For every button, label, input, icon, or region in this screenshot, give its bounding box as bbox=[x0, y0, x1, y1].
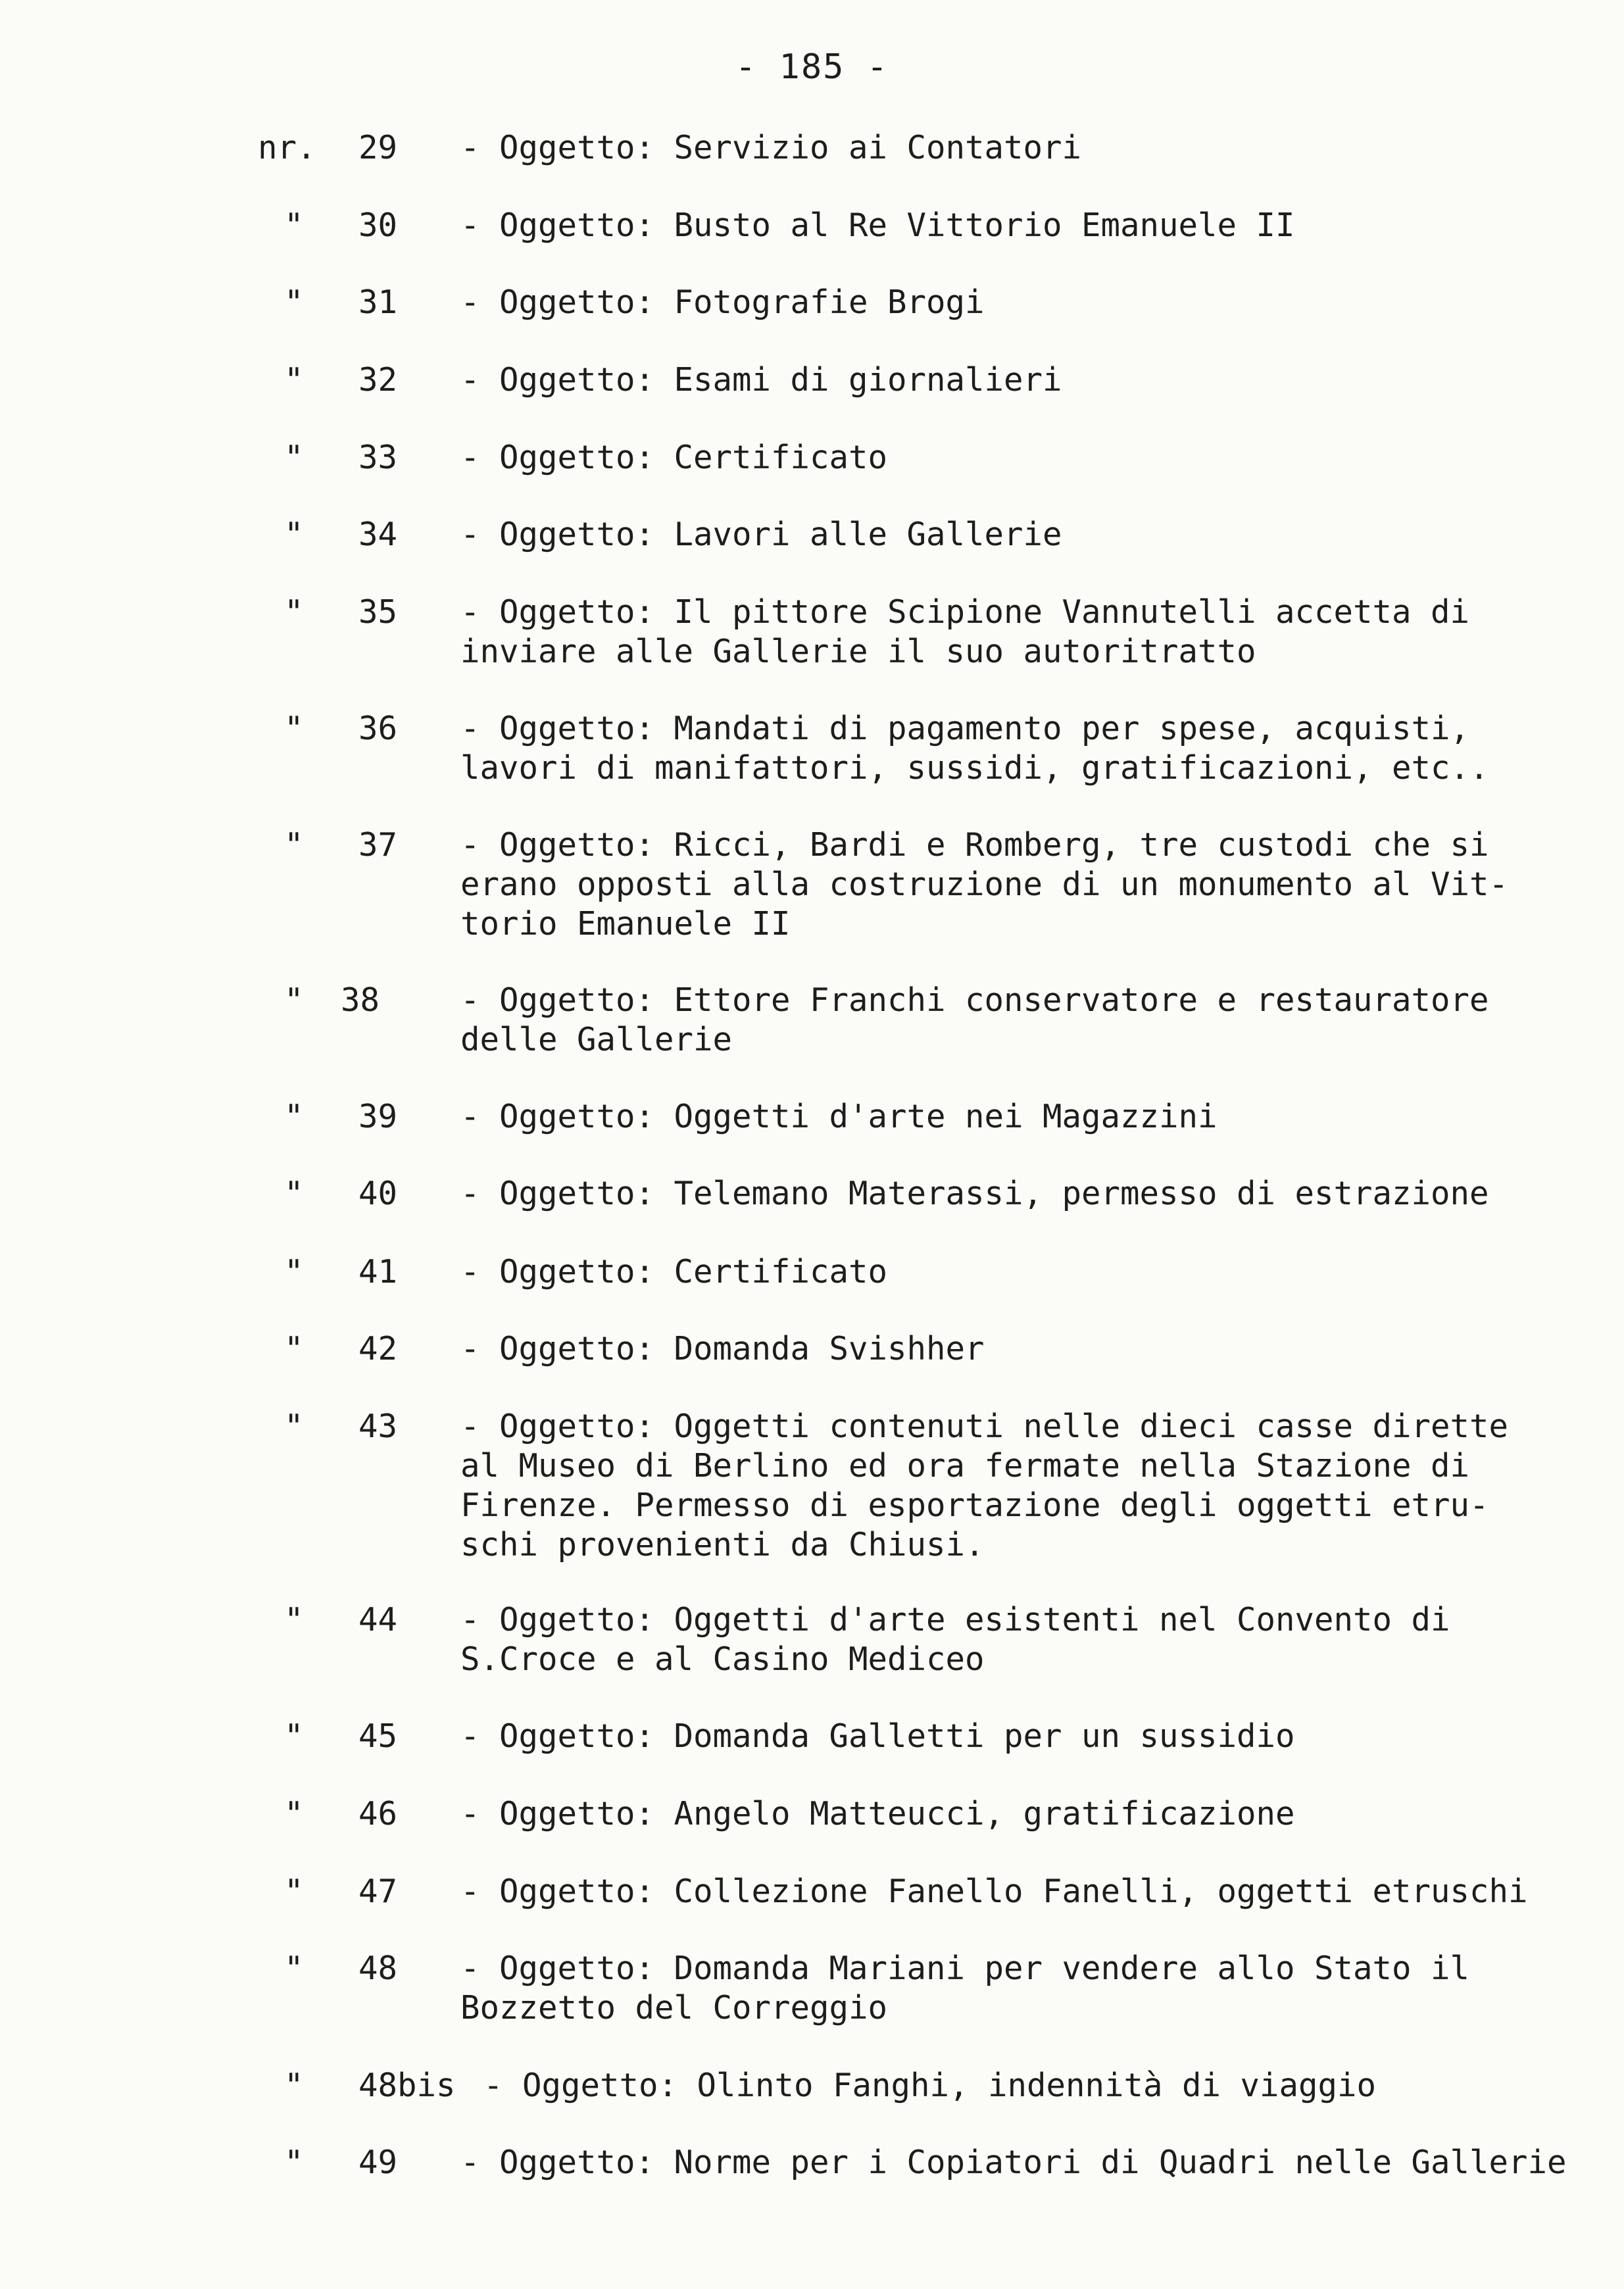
entry-number: 40 bbox=[358, 1175, 398, 1212]
entry-description bbox=[460, 981, 1605, 1060]
entry-description bbox=[460, 1097, 1605, 1137]
entry-number: 39 bbox=[358, 1098, 398, 1135]
entry-prefix: " bbox=[284, 361, 304, 399]
entry-number: 32 bbox=[358, 361, 398, 399]
entry-line: - Oggetto: Norme per i Copiatori di Quadri nelle Gallerie bbox=[460, 2144, 1567, 2181]
entry-description bbox=[460, 128, 1605, 168]
entry-prefix: " bbox=[284, 1408, 304, 1445]
entry-prefix: " bbox=[284, 2144, 304, 2181]
entry-prefix: " bbox=[284, 1950, 304, 1987]
entry-description bbox=[460, 709, 1605, 788]
entry-line: - Oggetto: Mandati di pagamento per spese, acquisti, bbox=[460, 710, 1470, 747]
entry-prefix: " bbox=[284, 207, 304, 244]
entry-prefix: " bbox=[284, 1601, 304, 1638]
entry-prefix: " bbox=[284, 1175, 304, 1212]
entry-number: 34 bbox=[358, 516, 398, 553]
entry-prefix: " bbox=[284, 826, 304, 864]
entry-description bbox=[460, 825, 1605, 944]
entry-prefix: " bbox=[284, 710, 304, 747]
entry-description bbox=[460, 438, 1605, 478]
entry-line: inviare alle Gallerie il suo autoritratto bbox=[460, 633, 1256, 670]
entry-prefix: " bbox=[284, 439, 304, 476]
entry-description bbox=[460, 1407, 1605, 1565]
entry-line: - Oggetto: Angelo Matteucci, gratificazione bbox=[460, 1795, 1295, 1833]
entry-number: 49 bbox=[358, 2144, 398, 2181]
entry-number: 41 bbox=[358, 1253, 398, 1291]
entry-line: - Oggetto: Oggetti contenuti nelle dieci casse dirette bbox=[460, 1408, 1509, 1445]
entry-description bbox=[460, 1600, 1605, 1679]
page-number: - 185 - bbox=[735, 47, 889, 87]
entry-prefix: nr. bbox=[258, 129, 316, 166]
entry-description bbox=[483, 2066, 1624, 2105]
entry-line: - Oggetto: Oggetti d'arte esistenti nel Convento di bbox=[460, 1601, 1450, 1638]
entry-description bbox=[460, 2143, 1605, 2182]
entry-number: 48 bbox=[358, 1950, 398, 1987]
entry-number: 46 bbox=[358, 1795, 398, 1833]
entry-prefix: " bbox=[284, 1098, 304, 1135]
entry-line: - Oggetto: Lavori alle Gallerie bbox=[460, 516, 1062, 553]
entry-number: 36 bbox=[358, 710, 398, 747]
entry-line: - Oggetto: Servizio ai Contatori bbox=[460, 129, 1082, 166]
entry-prefix: " bbox=[284, 2067, 304, 2104]
entry-prefix: " bbox=[284, 1330, 304, 1367]
entry-description bbox=[460, 1174, 1605, 1214]
entry-line: S.Croce e al Casino Mediceo bbox=[460, 1640, 985, 1678]
entry-description bbox=[460, 593, 1605, 672]
entry-description bbox=[460, 1794, 1605, 1834]
entry-line: - Oggetto: Ettore Franchi conservatore e restauratore bbox=[460, 981, 1489, 1019]
entry-description bbox=[460, 1949, 1605, 2028]
entry-line: - Oggetto: Oggetti d'arte nei Magazzini bbox=[460, 1098, 1218, 1135]
entry-line: Firenze. Permesso di esportazione degli oggetti etru- bbox=[460, 1487, 1489, 1524]
entry-description bbox=[460, 1717, 1605, 1756]
entry-prefix: " bbox=[284, 593, 304, 631]
entry-line: al Museo di Berlino ed ora fermate nella Stazione di bbox=[460, 1447, 1470, 1485]
entry-description bbox=[460, 206, 1605, 245]
entry-description bbox=[460, 1329, 1605, 1369]
entry-number: 38 bbox=[341, 981, 380, 1019]
entry-number: 29 bbox=[358, 129, 398, 166]
entry-number: 33 bbox=[358, 439, 398, 476]
entry-number: 48bis bbox=[358, 2067, 456, 2104]
entry-description bbox=[460, 1872, 1605, 1911]
entry-line: Bozzetto del Correggio bbox=[460, 1989, 888, 2027]
entry-description bbox=[460, 1252, 1605, 1292]
entry-line: lavori di manifattori, sussidi, gratificazioni, etc.. bbox=[460, 749, 1489, 787]
entry-number: 43 bbox=[358, 1408, 398, 1445]
entry-description bbox=[460, 283, 1605, 322]
entry-line: schi provenienti da Chiusi. bbox=[460, 1526, 985, 1563]
entry-number: 30 bbox=[358, 207, 398, 244]
entry-prefix: " bbox=[284, 516, 304, 553]
entry-line: - Oggetto: Esami di giornalieri bbox=[460, 361, 1062, 399]
entry-line: - Oggetto: Telemano Materassi, permesso di estrazione bbox=[460, 1175, 1489, 1212]
entry-description bbox=[460, 515, 1605, 554]
entry-line: - Oggetto: Certificato bbox=[460, 1253, 888, 1291]
entry-prefix: " bbox=[284, 1795, 304, 1833]
entry-line: - Oggetto: Ricci, Bardi e Romberg, tre custodi che si bbox=[460, 826, 1489, 864]
entry-prefix: " bbox=[284, 1717, 304, 1755]
entry-line: - Oggetto: Domanda Svishher bbox=[460, 1330, 985, 1367]
entry-line: - Oggetto: Certificato bbox=[460, 439, 888, 476]
entry-line: torio Emanuele II bbox=[460, 905, 791, 943]
entry-number: 35 bbox=[358, 593, 398, 631]
entry-prefix: " bbox=[284, 1873, 304, 1910]
entry-line: - Oggetto: Domanda Galletti per un sussidio bbox=[460, 1717, 1295, 1755]
entry-number: 47 bbox=[358, 1873, 398, 1910]
entry-prefix: " bbox=[284, 283, 304, 321]
entry-number: 42 bbox=[358, 1330, 398, 1367]
entry-line: - Oggetto: Collezione Fanello Fanelli, oggetti etruschi bbox=[460, 1873, 1528, 1910]
entry-line: - Oggetto: Busto al Re Vittorio Emanuele II bbox=[460, 207, 1295, 244]
entry-number: 44 bbox=[358, 1601, 398, 1638]
entry-line: - Oggetto: Fotografie Brogi bbox=[460, 283, 985, 321]
entry-line: delle Gallerie bbox=[460, 1021, 733, 1058]
entry-number: 31 bbox=[358, 283, 398, 321]
entry-prefix: " bbox=[284, 981, 304, 1019]
entry-description bbox=[460, 360, 1605, 400]
entry-line: erano opposti alla costruzione di un monumento al Vit- bbox=[460, 866, 1509, 903]
entry-line: - Oggetto: Il pittore Scipione Vannutelli accetta di bbox=[460, 593, 1470, 631]
entry-number: 37 bbox=[358, 826, 398, 864]
entry-prefix: " bbox=[284, 1253, 304, 1291]
entry-line: - Oggetto: Olinto Fanghi, indennità di viaggio bbox=[483, 2067, 1377, 2104]
entry-number: 45 bbox=[358, 1717, 398, 1755]
entry-line: - Oggetto: Domanda Mariani per vendere allo Stato il bbox=[460, 1950, 1470, 1987]
